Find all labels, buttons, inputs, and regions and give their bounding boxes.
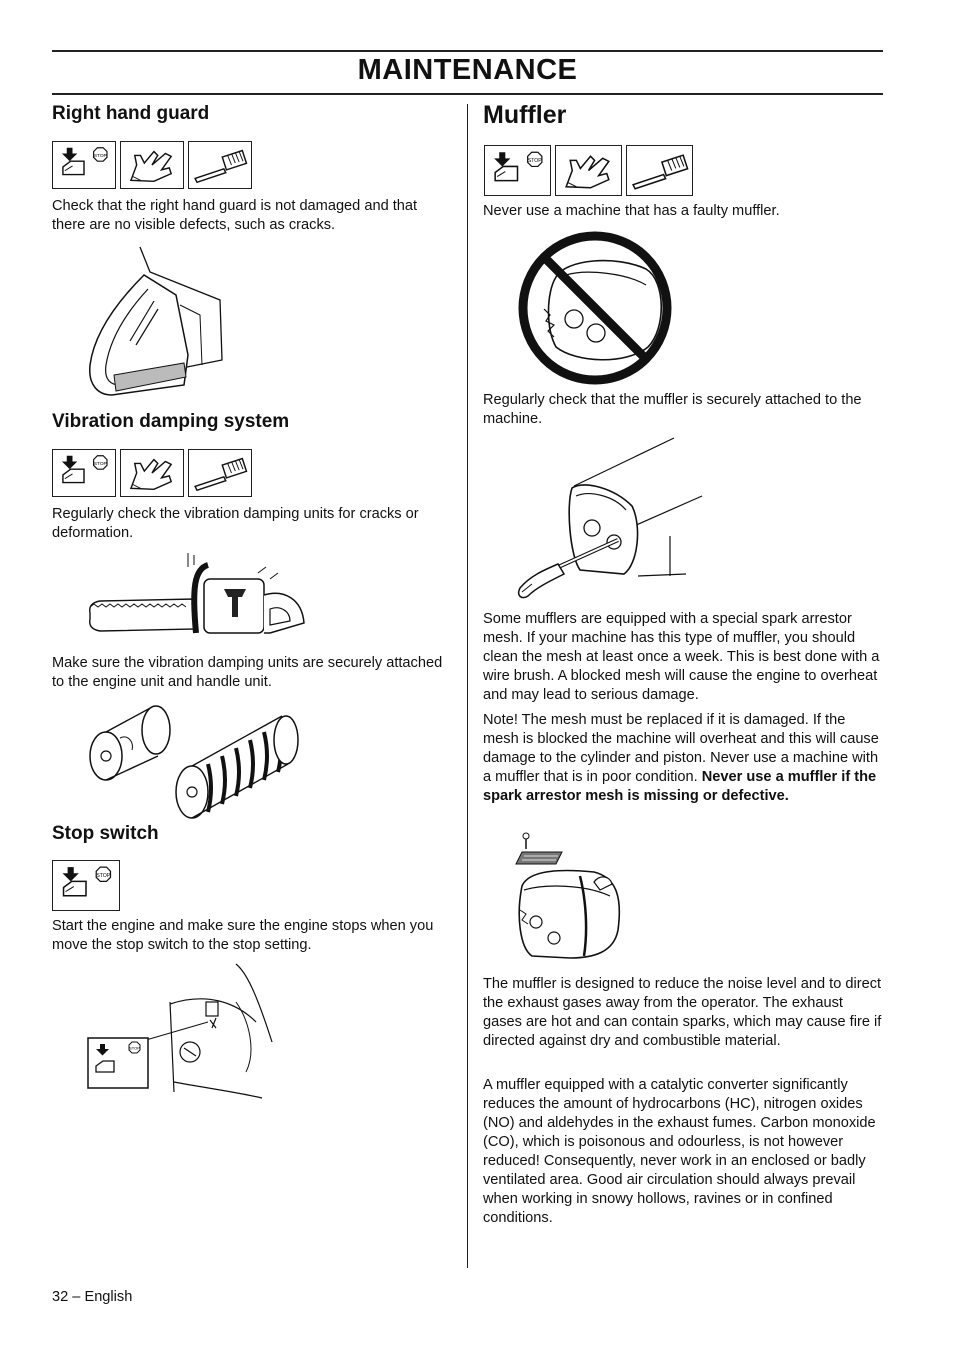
stop-switch-icon: [484, 145, 551, 196]
muffler-screwdriver-illustration: [514, 436, 704, 604]
muffler-heading: Muffler: [483, 101, 567, 129]
header-bottom-rule: [52, 93, 883, 95]
right-hand-guard-heading: Right hand guard: [52, 103, 210, 124]
muffler-text-6: A muffler equipped with a catalytic converter significantly reduces the amount of hydrocarbons (HC), nitrogen oxides (NO) and aldehydes in the exhaust fumes. Carbon monoxide (CO), which is poisonous and odourless, is not however reduced! Consequently, never work in an enclosed or badly ventilated area. Good air circulation should always prevail when working in snowy hollows, ravines or in confined conditions.: [483, 1077, 876, 1226]
no-faulty-muffler-symbol: [516, 229, 674, 387]
protective-glove-icon: [555, 145, 622, 196]
muffler-text-4: [483, 711, 883, 806]
header-top-rule: [52, 50, 883, 52]
vibration-dampers-illustration: [84, 698, 304, 822]
wire-brush-icon: [626, 145, 693, 196]
protective-glove-icon: [120, 141, 184, 189]
svg-text:STOP: STOP: [96, 872, 111, 879]
muffler-text-2: Regularly check that the muffler is securely attached to the machine.: [483, 392, 862, 427]
svg-text:STOP: STOP: [93, 153, 107, 159]
muffler-text-4-normal: Note! The mesh must be replaced if it is damaged. If the mesh is blocked the machine will overheat and this will cause damage to the cylinder and piston. Never use a machine with a muffler that is in poor condition.: [483, 712, 879, 785]
column-divider: [467, 104, 468, 1268]
vibration-damping-heading: Vibration damping system: [52, 411, 290, 432]
chainsaw-illustration: [84, 549, 308, 641]
stop-switch-text: Start the engine and make sure the engine stops when you move the stop switch to the stop setting.: [52, 918, 434, 953]
muffler-text-3: Some mufflers are equipped with a special spark arrestor mesh. If your machine has this type of muffler, you should clean the mesh at least once a week. This is best done with a wire brush. A blocked mesh will cause the engine to overheat and may lead to serious damage.: [483, 611, 880, 703]
page-title: MAINTENANCE: [357, 54, 578, 86]
muffler-text-1: Never use a machine that has a faulty muffler.: [483, 203, 780, 219]
stop-switch-icon: [52, 141, 116, 189]
stop-switch-icon: [52, 860, 120, 911]
muffler-text-5: The muffler is designed to reduce the noise level and to direct the exhaust gases away from the operator. The exhaust gases are hot and can contain sparks, which may cause fire if directed against dry and combustible material.: [483, 976, 882, 1049]
wire-brush-icon: [188, 449, 252, 497]
right-hand-guard-text: Check that the right hand guard is not damaged and that there are no visible defects, such as cracks.: [52, 198, 418, 233]
stop-switch-icon: [52, 449, 116, 497]
page-number-footer: 32 – English: [52, 1289, 133, 1305]
svg-text:STOP: STOP: [93, 461, 107, 467]
vibration-damping-text-1: Regularly check the vibration damping units for cracks or deformation.: [52, 506, 419, 541]
icon-row: [52, 860, 120, 911]
vibration-damping-text-2: Make sure the vibration damping units are securely attached to the engine unit and handle unit.: [52, 655, 443, 690]
protective-glove-icon: [120, 449, 184, 497]
icon-row: [52, 449, 252, 497]
spark-arrestor-mesh-illustration: [514, 830, 626, 966]
svg-text:STOP: STOP: [527, 157, 542, 164]
icon-row: [52, 141, 252, 189]
stop-switch-illustration: [86, 962, 278, 1100]
muffler-text-4-bold: Never use a muffler if the spark arrestor mesh is missing or defective.: [483, 769, 877, 804]
icon-row: [484, 145, 693, 196]
wire-brush-icon: [188, 141, 252, 189]
right-hand-guard-illustration: [84, 245, 229, 403]
svg-text:STOP: STOP: [129, 1045, 140, 1051]
stop-switch-heading: Stop switch: [52, 823, 159, 844]
